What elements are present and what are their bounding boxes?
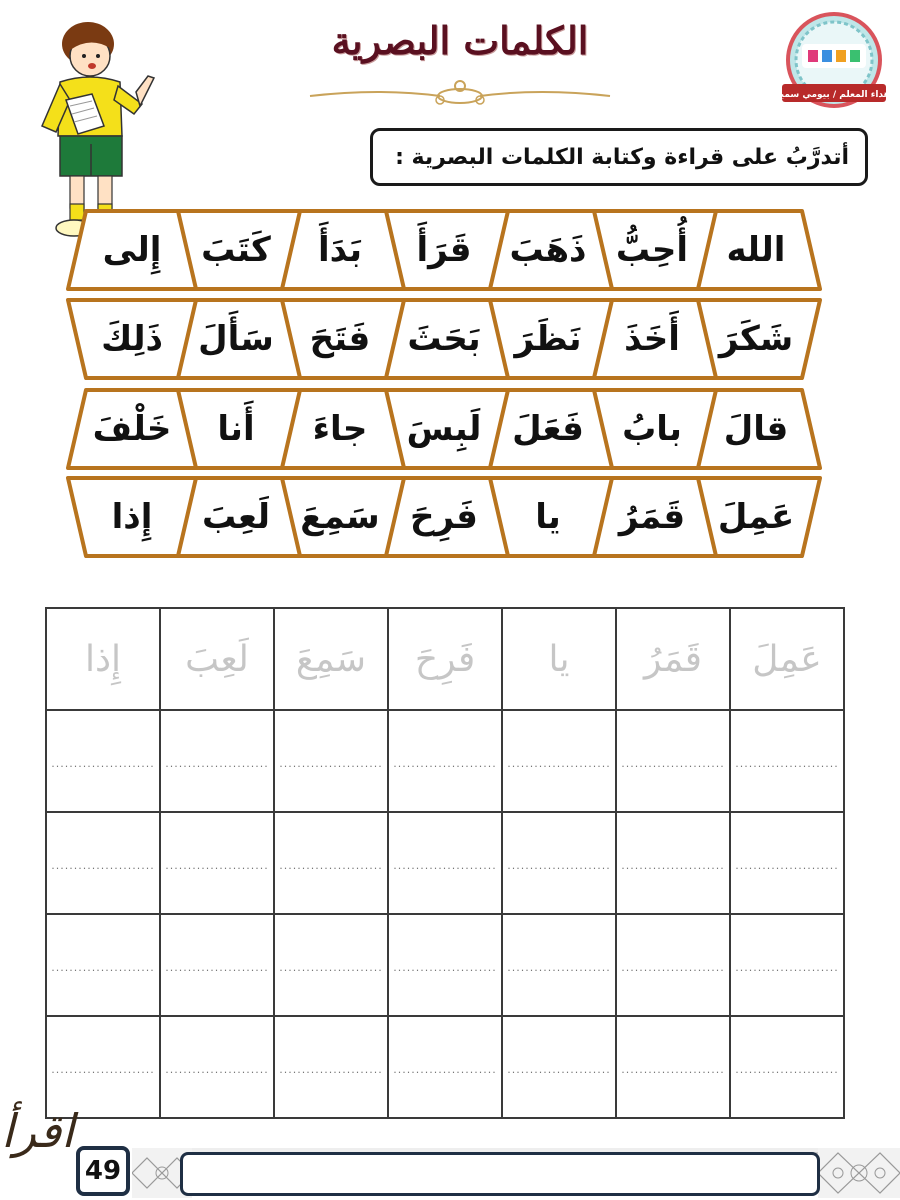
writing-cell[interactable] bbox=[616, 1016, 730, 1118]
word-tile bbox=[64, 207, 200, 293]
writing-cell[interactable] bbox=[46, 1016, 160, 1118]
trace-word: قَمَرُ bbox=[644, 638, 702, 680]
writing-row bbox=[46, 812, 844, 914]
writing-cell[interactable] bbox=[388, 812, 502, 914]
writing-cell[interactable] bbox=[730, 1016, 844, 1118]
dotted-line: ....................... bbox=[393, 960, 497, 974]
dotted-line: ....................... bbox=[279, 756, 383, 770]
word-text: بَحَثَ bbox=[407, 319, 481, 359]
word-text: بابُ bbox=[622, 409, 682, 449]
writing-cell[interactable] bbox=[274, 812, 388, 914]
trace-cell bbox=[388, 608, 502, 710]
dotted-line: ....................... bbox=[621, 756, 725, 770]
trace-word: سَمِعَ bbox=[295, 638, 367, 680]
logo-caption: إهداء المعلم / بيومي سمير bbox=[775, 90, 893, 100]
page-title: الكلمات البصرية bbox=[331, 18, 589, 63]
dotted-line: ....................... bbox=[51, 1062, 155, 1076]
word-text: لَبِسَ bbox=[406, 409, 482, 449]
word-text: ذَهَبَ bbox=[509, 230, 587, 270]
title-ornament-icon bbox=[300, 74, 620, 114]
footer-box bbox=[180, 1152, 820, 1196]
dotted-line: ....................... bbox=[621, 858, 725, 872]
word-text: فَعَلَ bbox=[512, 409, 584, 449]
word-text: أَنا bbox=[217, 409, 255, 449]
word-text: ذَلِكَ bbox=[101, 319, 163, 359]
word-text: يا bbox=[535, 497, 561, 537]
trace-cell bbox=[502, 608, 616, 710]
trace-row bbox=[46, 608, 844, 710]
dotted-line: ....................... bbox=[735, 858, 839, 872]
writing-cell[interactable] bbox=[46, 812, 160, 914]
trace-cell bbox=[274, 608, 388, 710]
dotted-line: ....................... bbox=[393, 1062, 497, 1076]
trace-word: فَرِحَ bbox=[414, 638, 476, 680]
writing-cell[interactable] bbox=[160, 914, 274, 1016]
iqra-calligraphy: اقرأ bbox=[1, 1104, 74, 1158]
dotted-line: ....................... bbox=[279, 960, 383, 974]
word-text: كَتَبَ bbox=[201, 230, 271, 270]
dotted-line: ....................... bbox=[621, 960, 725, 974]
word-text: عَمِلَ bbox=[717, 497, 795, 537]
word-text: جاءَ bbox=[312, 409, 368, 449]
word-text: قالَ bbox=[723, 409, 789, 449]
writing-cell[interactable] bbox=[160, 710, 274, 812]
dotted-line: ....................... bbox=[165, 756, 269, 770]
writing-cell[interactable] bbox=[616, 914, 730, 1016]
writing-cell[interactable] bbox=[160, 812, 274, 914]
trace-cell bbox=[730, 608, 844, 710]
word-text: لَعِبَ bbox=[202, 497, 270, 537]
writing-cell[interactable] bbox=[388, 914, 502, 1016]
school-logo-icon bbox=[774, 10, 894, 120]
writing-cell[interactable] bbox=[616, 812, 730, 914]
word-text: الله bbox=[726, 230, 786, 270]
writing-cell[interactable] bbox=[730, 812, 844, 914]
writing-cell[interactable] bbox=[502, 914, 616, 1016]
footer-pattern-right-icon bbox=[818, 1148, 900, 1198]
word-text: خَلْفَ bbox=[92, 409, 172, 449]
page-number: 49 bbox=[76, 1146, 130, 1196]
writing-cell[interactable] bbox=[730, 710, 844, 812]
word-text: شَكَرَ bbox=[718, 319, 794, 359]
dotted-line: ....................... bbox=[735, 756, 839, 770]
word-text: قَمَرُ bbox=[618, 497, 686, 537]
dotted-line: ....................... bbox=[165, 858, 269, 872]
writing-cell[interactable] bbox=[274, 914, 388, 1016]
writing-cell[interactable] bbox=[730, 914, 844, 1016]
word-text: سَمِعَ bbox=[300, 497, 380, 537]
word-text: فَرِحَ bbox=[410, 497, 478, 537]
word-text: إِلى bbox=[102, 230, 162, 270]
dotted-line: ....................... bbox=[51, 960, 155, 974]
writing-cell[interactable] bbox=[388, 710, 502, 812]
dotted-line: ....................... bbox=[507, 1062, 611, 1076]
word-text: فَتَحَ bbox=[309, 319, 371, 359]
trace-cell bbox=[616, 608, 730, 710]
dotted-line: ....................... bbox=[621, 1062, 725, 1076]
dotted-line: ....................... bbox=[165, 960, 269, 974]
writing-cell[interactable] bbox=[46, 710, 160, 812]
word-text: أَخَذَ bbox=[624, 319, 680, 359]
dotted-line: ....................... bbox=[393, 756, 497, 770]
trace-word: عَمِلَ bbox=[752, 638, 822, 680]
dotted-line: ....................... bbox=[51, 756, 155, 770]
writing-cell[interactable] bbox=[274, 1016, 388, 1118]
dotted-line: ....................... bbox=[279, 858, 383, 872]
dotted-line: ....................... bbox=[735, 1062, 839, 1076]
dotted-line: ....................... bbox=[735, 960, 839, 974]
word-text: أُحِبُّ bbox=[615, 230, 689, 270]
writing-row bbox=[46, 914, 844, 1016]
word-text: بَدَأَ bbox=[317, 230, 363, 270]
word-text: قَرَأَ bbox=[416, 230, 472, 270]
trace-cell bbox=[160, 608, 274, 710]
practice-table bbox=[45, 607, 845, 1119]
word-tile bbox=[64, 386, 200, 472]
writing-row bbox=[46, 1016, 844, 1118]
trace-word: لَعِبَ bbox=[185, 638, 249, 680]
dotted-line: ....................... bbox=[51, 858, 155, 872]
dotted-line: ....................... bbox=[165, 1062, 269, 1076]
word-tile bbox=[64, 296, 200, 382]
writing-cell[interactable] bbox=[160, 1016, 274, 1118]
word-text: إِذا bbox=[111, 497, 153, 537]
instruction-box: أتدرَّبُ على قراءة وكتابة الكلمات البصرية : bbox=[370, 128, 868, 186]
dotted-line: ....................... bbox=[507, 858, 611, 872]
word-text: نَظَرَ bbox=[514, 319, 582, 359]
dotted-line: ....................... bbox=[507, 756, 611, 770]
trace-word: إِذا bbox=[84, 638, 122, 680]
writing-cell[interactable] bbox=[502, 1016, 616, 1118]
writing-cell[interactable] bbox=[502, 710, 616, 812]
word-tile bbox=[64, 474, 200, 560]
writing-cell[interactable] bbox=[274, 710, 388, 812]
dotted-line: ....................... bbox=[507, 960, 611, 974]
writing-cell[interactable] bbox=[46, 914, 160, 1016]
dotted-line: ....................... bbox=[279, 1062, 383, 1076]
dotted-line: ....................... bbox=[393, 858, 497, 872]
writing-cell[interactable] bbox=[616, 710, 730, 812]
writing-cell[interactable] bbox=[388, 1016, 502, 1118]
writing-cell[interactable] bbox=[502, 812, 616, 914]
trace-cell bbox=[46, 608, 160, 710]
trace-word: يا bbox=[548, 638, 570, 680]
writing-row bbox=[46, 710, 844, 812]
word-text: سَأَلَ bbox=[198, 319, 274, 359]
